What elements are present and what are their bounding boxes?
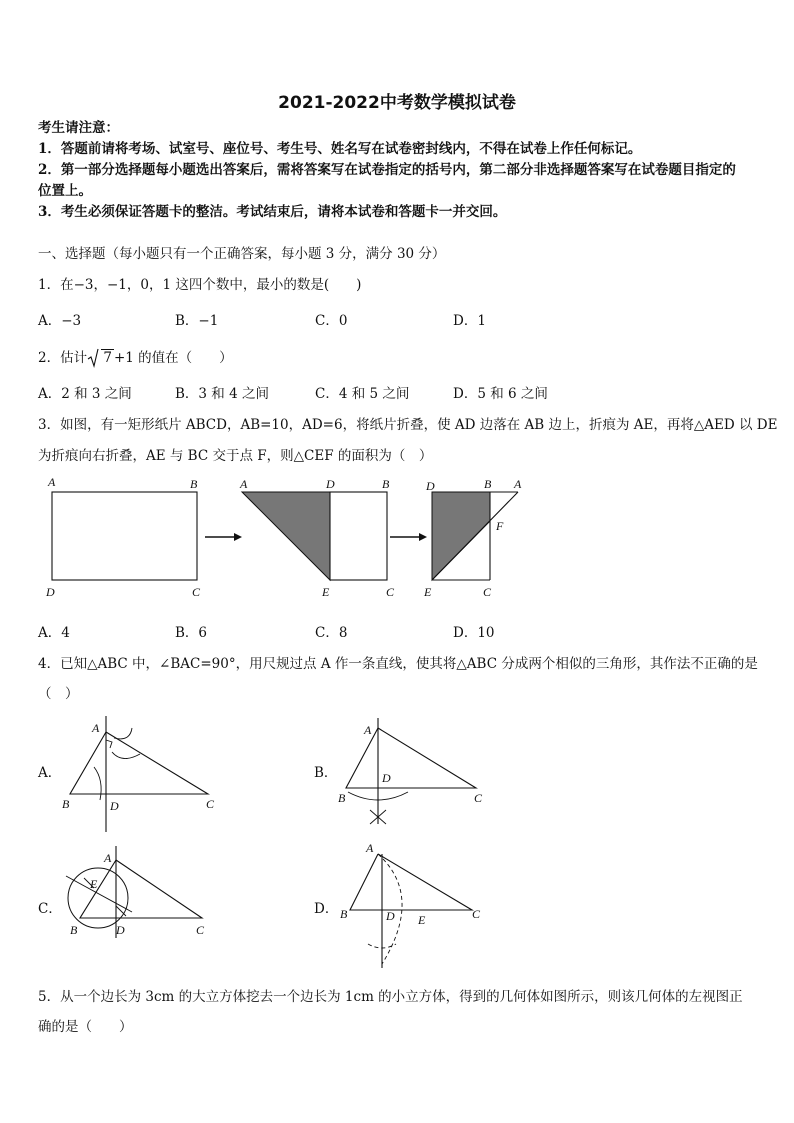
label-a: A [240, 477, 248, 491]
shaded-region [432, 492, 490, 580]
q4-option-c-label: C． [38, 901, 62, 917]
q4-paren: （ ） [38, 686, 79, 702]
label-b: B [340, 907, 348, 921]
label-b: B [190, 477, 198, 491]
label-e: E [322, 585, 330, 599]
label-c: C [206, 797, 215, 811]
page-title: 2021-2022中考数学模拟试卷 [278, 93, 516, 113]
q3-option-c: C．8 [315, 625, 348, 641]
label-d: D [326, 477, 335, 491]
folded-triangle [242, 492, 330, 580]
label-d: D [426, 479, 435, 493]
label-c: C [474, 791, 483, 805]
q4-option-a-label: A． [38, 765, 62, 781]
label-a: A [48, 475, 56, 489]
q3-option-b: B．6 [175, 625, 208, 641]
q5-stem-line2: 确的是（ ） [38, 1019, 133, 1035]
label-b: B [338, 791, 346, 805]
label-a: A [366, 841, 374, 855]
label-c: C [483, 585, 492, 599]
notice-heading: 考生请注意： [38, 120, 119, 136]
notice-item: 位置上。 [38, 183, 92, 199]
label-d: D [110, 799, 119, 813]
label-e: E [418, 913, 426, 927]
label-f: F [496, 519, 504, 533]
q4-option-b-label: B． [314, 765, 338, 781]
label-d: D [382, 771, 391, 785]
q4-stem: 4．已知△ABC 中，∠BAC=90°，用尺规过点 A 作一条直线，使其将△ABC 分成两个相似的三角形，其作法不正确的是 [38, 656, 758, 672]
label-a: A [104, 851, 112, 865]
q4-figure-b [334, 712, 504, 834]
label-b: B [382, 477, 390, 491]
label-a: A [364, 723, 372, 737]
q1-option-c: C．0 [315, 313, 348, 329]
radical-sign-icon [87, 348, 99, 368]
q2-option-a: A．2 和 3 之间 [38, 386, 132, 402]
notice-item: 3．考生必须保证答题卡的整洁。考试结束后，请将本试卷和答题卡一并交回。 [38, 204, 507, 220]
q3-stem-line1: 3．如图，有一矩形纸片 ABCD，AB=10，AD=6，将纸片折叠，使 AD 边落在 AB 边上，折痕为 AE，再将△AED 以 DE [38, 417, 778, 433]
arrow-head-icon [419, 533, 427, 541]
label-d: D [116, 923, 125, 937]
q2-option-b: B．3 和 4 之间 [175, 386, 269, 402]
q3-option-d: D．10 [453, 625, 495, 641]
q3-option-a: A．4 [38, 625, 70, 641]
label-c: C [386, 585, 395, 599]
arrow-head-icon [234, 533, 242, 541]
q1-option-b: B．−1 [175, 313, 219, 329]
radicand: 7 [103, 350, 112, 366]
sqrt-symbol [87, 350, 114, 366]
q4-figure-a [56, 712, 236, 834]
q1-stem: 1．在−3，−1，0，1 这四个数中，最小的数是( ) [38, 277, 362, 293]
q2-option-c: C．4 和 5 之间 [315, 386, 410, 402]
remaining-rectangle [330, 492, 387, 580]
q3-folding-figure [40, 474, 540, 604]
label-b: B [484, 477, 492, 491]
q5-stem-line1: 5．从一个边长为 3cm 的大立方体挖去一个边长为 1cm 的小立方体，得到的几何体如图所示，则该几何体的左视图正 [38, 989, 743, 1005]
section-heading: 一、选择题（每小题只有一个正确答案，每小题 3 分，满分 30 分） [38, 246, 446, 262]
q2-stem [38, 349, 233, 367]
label-d: D [46, 585, 55, 599]
label-e: E [90, 877, 98, 891]
q2-stem-pre: 2．估计 [38, 350, 88, 366]
q1-option-d: D．1 [453, 313, 486, 329]
q2-option-d: D．5 和 6 之间 [453, 386, 548, 402]
q4-option-d-label: D． [314, 901, 339, 917]
label-c: C [472, 907, 481, 921]
label-a: A [514, 477, 522, 491]
label-c: C [196, 923, 205, 937]
label-d: D [386, 909, 395, 923]
rectangle-abcd [52, 492, 197, 580]
label-b: B [62, 797, 70, 811]
q2-stem-post: +1 的值在（ ） [113, 350, 233, 366]
q1-option-a: A．−3 [38, 313, 82, 329]
notice-item: 1．答题前请将考场、试室号、座位号、考生号、姓名写在试卷密封线内，不得在试卷上作任何标记。 [38, 141, 642, 157]
q3-stem-line2: 为折痕向右折叠，AE 与 BC 交于点 F，则△CEF 的面积为（ ） [38, 448, 433, 464]
label-a: A [92, 721, 100, 735]
label-b: B [70, 923, 78, 937]
q4-figure-d [334, 836, 504, 970]
q4-figure-c [56, 842, 236, 942]
label-c: C [192, 585, 201, 599]
label-e: E [424, 585, 432, 599]
notice-item: 2．第一部分选择题每小题选出答案后，需将答案写在试卷指定的括号内，第二部分非选择题答案写在试卷题目指定的 [38, 162, 736, 178]
